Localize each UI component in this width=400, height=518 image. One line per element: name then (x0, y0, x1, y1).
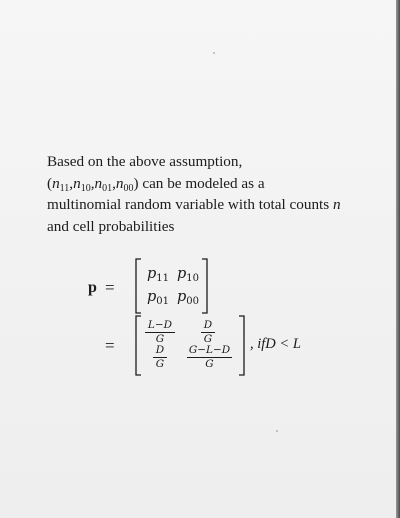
matrix1-cell-p00: $p_{00}$ (177, 289, 200, 307)
var-n: n (73, 174, 81, 192)
matrix2-cell-a (145, 320, 175, 345)
matrix1-cell-p11: $p_{11}$ (147, 266, 170, 284)
fraction-numerator: G−L−D (188, 344, 231, 356)
fraction-numerator: D (203, 319, 213, 331)
paragraph-line-4: and cell probabilities (47, 217, 175, 235)
fraction-numerator: D (155, 344, 165, 356)
var-n-total: n (332, 196, 341, 213)
var-n: n (52, 174, 60, 192)
lhs-p: p (88, 279, 97, 296)
fraction-denominator: G (203, 333, 213, 345)
condition-text: , ifD < L (250, 336, 301, 352)
paragraph-line-1: Based on the above assumption, (47, 153, 243, 170)
fraction-denominator: G (205, 358, 214, 370)
fraction-denominator: G (155, 333, 165, 345)
equals-sign-1: = (105, 278, 115, 297)
var-n: n (115, 174, 124, 192)
paragraph-line-3-text: multinomial random variable with total counts (47, 196, 333, 213)
paren-open: ( (47, 174, 53, 192)
matrix1-cell-p01: $p_{01}$ (147, 289, 170, 307)
sub-00: 00 (123, 182, 134, 194)
comma: , (112, 174, 116, 192)
fraction-numerator: L−D (147, 319, 173, 331)
comma: , (69, 174, 74, 192)
fraction-denominator: G (155, 358, 165, 370)
matrix2-cell-c (153, 345, 167, 370)
paragraph-line-2-text: can be modeled as a (138, 174, 265, 192)
matrix2-cell-d (187, 345, 232, 370)
matrix2-right-bracket (239, 316, 244, 375)
matrix1-left-bracket (136, 259, 141, 313)
comma: , (90, 174, 95, 192)
equals-sign-2: = (105, 336, 115, 355)
matrix1-cell-p10: $p_{10}$ (177, 266, 200, 284)
paren-close: ) (133, 174, 139, 192)
sub-11: 11 (59, 182, 70, 194)
sub-10: 10 (80, 182, 91, 194)
matrix2-cell-b (201, 320, 215, 345)
matrix1-right-bracket (202, 259, 207, 313)
sub-01: 01 (102, 182, 113, 194)
matrix2-left-bracket (136, 316, 141, 375)
var-n: n (94, 174, 103, 192)
